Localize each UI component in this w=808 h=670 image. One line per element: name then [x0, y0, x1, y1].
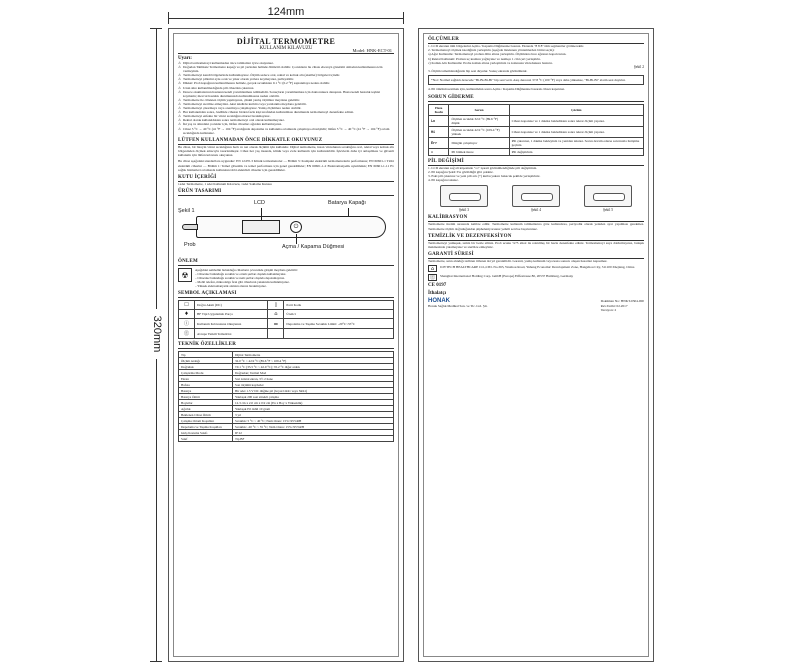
temperature-note: *Not: Normal sağlıklı derecede "Bi-Bi-Bi-Bi" bip sesi verir. Ateş derecesi 37.8 °C (100 °F) veya daha yüksekse, "Bi-Bi-Bi" alarm sesi duyulur.	[428, 75, 644, 85]
spec-value: Yaklaşık Pil dahil 10 gram	[233, 406, 394, 412]
battery-step: 1. LCD ekranın sağ alt köşesinde "▭" işareti görüntülendiğinde pili değiştiriniz.	[428, 165, 537, 170]
height-label: 320mm	[151, 309, 163, 359]
importer-logo: HONAK	[428, 298, 450, 305]
calibration-heading: KALİBRASYON	[428, 215, 644, 222]
document-info	[601, 299, 644, 312]
warning-item: ⚠ Dikkat: Prob kapağının kullanılmasını halinde, gerçek sıcaklıktan 0.1 °C (0.2 °F) saptanmaya neden olabilir.	[178, 81, 394, 85]
warning-item: ⚠ Termometreyi çıkarmaya veya onarmaya çalışmayınız. Yanlış ölçümlere neden olabilir.	[178, 106, 394, 110]
troubleshooting-row	[429, 115, 644, 126]
spec-value: Yaklaşık 200 saat sürekli çalışma	[233, 394, 394, 400]
measure-heading: ÖLÇÜMLER	[428, 37, 644, 44]
warning-item: ⚠ Uzun süre kullanılmadığında pili cihazdan çıkarınız.	[178, 86, 394, 90]
emi-line: – Mobil telefon, mikrodalga fırın gibi cihazların yakınında kullanmayınız.	[195, 280, 290, 285]
spec-key: Boyutlar	[179, 400, 233, 406]
spec-key: Depolama ve Taşıma Koşulları	[179, 424, 233, 430]
battery-figure-image	[584, 185, 632, 207]
battery-cap-label: Batarya Kapağı	[328, 200, 366, 207]
figure-2-label: Şekil 2	[633, 65, 644, 70]
height-dimension	[146, 28, 168, 662]
symbol-label: Kullanım Kılavuzuna Okuyunuz	[195, 319, 268, 329]
page-subtitle: KULLANIM KILAVUZU	[259, 46, 313, 51]
emi-heading: ÖNLEM	[178, 259, 394, 266]
symbol-row	[179, 301, 394, 310]
spec-value: Doğrudan; Termal Mod	[233, 370, 394, 376]
spec-key: Batarya	[179, 388, 233, 394]
storage-icon: ⚌	[268, 319, 284, 329]
emi-box	[178, 268, 394, 288]
spec-key: Hafıza	[179, 382, 233, 388]
symbol-label	[284, 329, 394, 339]
spec-value: Bir adet 1.5 V DC düğme pil (boyut LR41 veya SR41)	[233, 388, 394, 394]
measure-end: 4. Pil ömrünü uzatmak için, kullanımdan sonra Açma / Kapama Düğmesine basarak cihazı kapatınız.	[428, 87, 565, 92]
battery-step: 4. Pil kapağını takınız.	[428, 178, 459, 183]
spec-value: Tip BF	[233, 436, 394, 442]
box-contents-text: 1adet Termometre, 1 adet Kullanım Kılavuzu, 1adet Saklama Kutusu	[178, 181, 272, 186]
figure-1-label: Şekil 1	[178, 208, 195, 215]
battery-figure-caption: Şekil 5	[602, 208, 614, 213]
bf-part-icon: ♦	[179, 310, 195, 319]
symbol-label: Parti Kodu	[284, 301, 394, 310]
standards-text: Bu cihaz aşağıdaki standartlara uygundur: EN 12470-3 Klinik termometreler — Bölüm 3: Kompakt elektrikli termometrelerin performansı; EN 60601-1 Tıbbi elektrikli cihazlar — Bölüm 1: Temel güvenlik ve temel performans için genel gereklilikler; EN 60601-1-2 Elektromanyetik uyumluluk; EN 60601-1-11 Ev sağlık hizmetleri ortamında kullanılan tıbbi elektrikli cihazlar için gereklilikler.	[178, 159, 394, 172]
document-info-line: Rev.Tarihi: 02.2017	[600, 303, 628, 308]
measure-step: b) Rektal Kullanım: Probun uç kısmını yağlayınız ve nazikçe 1 cm içeri yerleştirin.	[428, 56, 541, 61]
battery-figure	[512, 185, 560, 212]
document-info-line: Versiyon: 2	[600, 307, 617, 312]
solution-text: Cihazı kapatınız ve 1 dakika bekledikten sonra tekrar ölçüm yapınız.	[509, 115, 643, 126]
symbol-label: Depolama ve Taşıma Sıcaklık Limiti: -20°C~55°C	[284, 319, 394, 329]
symbol-label: Avrupa Yetkili Temsilcisi	[195, 329, 268, 339]
document-info-line: Doküman No: HNKT-0304-000	[600, 299, 644, 304]
solution-text: Cihazı kapatınız ve 1 dakika bekledikten sonra tekrar ölçüm yapınız.	[509, 126, 643, 137]
spec-value: ±0.1 °C (35.5 °C ~ 42.0 °C); ±0.2 °C diğer aralık	[233, 364, 394, 370]
warning-item: ⚠ Cihaz 5 °C → 40 °C (41 °F → 104 °F) aralığında depolama ve kullanma ortamında çalışmaya elverişlidir; lütfen 5 °C → 40 °C (41 °F → 104 °F) ortam sıcaklığında kullanınız.	[178, 127, 394, 135]
battery-figure-image	[440, 185, 488, 207]
error-code: Hi	[429, 126, 449, 137]
manufacturer-icon: ⌂	[268, 310, 284, 319]
measure-steps	[428, 44, 644, 65]
ce-mark: CE 0197	[428, 283, 447, 289]
warning-item: ⚠ Doğudan Tahliksiz Termometre kapağı ve pil yerinden halinde ölümcül olabilir. Çocukların bu cihazı ebeveyn gözetimi olmadan kullanmasına izin vermeyiniz.	[178, 65, 394, 73]
emi-line: Aşağıdaki sembolün bulunduğu cihazların çevresinde girişim meydana gelebilir:	[195, 268, 298, 273]
importer-text: Honak Sağlık Medikal San. ve Tic. Ltd. Şti.	[428, 303, 488, 308]
spec-value: Sıcaklık: -20 °C ~ 55 °C; Nem Oranı: 15%~95%RH	[233, 424, 394, 430]
emi-line: – Yüksek elektromanyetik alanlara maruz bırakmayınız.	[195, 284, 267, 289]
spec-value: 3 yıl	[233, 412, 394, 418]
notice-heading: LÜTFEN KULLANMADAN ÖNCE DİKKATLE OKUYUNUZ	[178, 138, 394, 145]
cleaning-heading: TEMİZLİK VE DEZENFEKSİYON	[428, 234, 644, 241]
warning-item: ⚠ Termometreyi enfekte bir vücut sıcaklığına maruz bırakmayınız.	[178, 114, 394, 118]
measure-step: 1. LCD ekranın tüm bölgelerini Açma / Kapama Düğmesine basınız. Ekranda "8 8 8" tüm segmentler görünecektir.	[428, 44, 585, 48]
model-number: Model: HNK-ECT-01	[352, 48, 392, 53]
troubleshooting-row	[429, 137, 644, 148]
manufacturer-row	[428, 265, 644, 272]
spec-key: Doğruluk	[179, 364, 233, 370]
manufacturer-row	[428, 274, 644, 281]
spec-heading: TEKNİK ÖZELLİKLER	[178, 342, 394, 349]
spec-table	[178, 351, 394, 442]
battery-steps	[428, 166, 644, 183]
problem-text: Düzgün çalışmıyor	[449, 137, 509, 148]
manufacturer-text: JOYTECH HEALTHCARE CO.,LTD. No.365, Wuzhou Road, Yuhang Economic Development Zone, Hangzhou City, 311100 Zhejiang, China	[440, 265, 635, 270]
spec-key: Çalıştırma Modu	[179, 370, 233, 376]
spec-value: Sıvı kristal ekran, 3½ 2 hane	[233, 376, 394, 382]
battery-figure-caption: Şekil 4	[530, 208, 542, 213]
troubleshooting-header-row	[429, 104, 644, 115]
emi-line: – Cihazınız bulunduğu sıcaklık ve nem şartları dışında depolamayınız.	[195, 276, 285, 281]
leaflet-front-page	[168, 28, 404, 662]
thermometer-probe	[182, 224, 198, 230]
calibration-text: Termometre üretim sırasında kalibre edilir. Termometre kullanım talimatlarına göre kullanılırsa, periyodik olarak yeniden ayar yapılması gerekmez. Termometre ölçüm doğruluğundan şüpheleniyorsanız yetkili servise başvurunuz.	[428, 222, 644, 231]
spec-value: 32.0 °C ~ 42.9 °C (89.6 °F ~ 109.4 °F)	[233, 358, 394, 364]
spec-key: Ağırlık	[179, 406, 233, 412]
battery-figures	[428, 185, 644, 212]
thermometer-lcd	[242, 220, 280, 234]
blank-icon	[268, 329, 284, 339]
manufacturer-icon: ⌂	[428, 265, 437, 272]
symbol-label: Doğru Akım (DC)	[195, 301, 268, 310]
symbols-table	[178, 300, 394, 339]
symbol-row	[179, 329, 394, 339]
problem-text: Pil bitmek üzere	[449, 148, 509, 155]
warning-item: ⚠ Her kullanımdan sonra, özellikle cihazın birden fazla kişi tarafından kullanılması durumunda termometreyi dezenfekte ediniz.	[178, 110, 394, 114]
warning-item: ⚠ Rektal olarak kullanıldıktan sonra termometreyi oral olarak kullanmayınız.	[178, 118, 394, 122]
measure-note: 3. Ölçüm tamamlandığında bip sesi duyulur. Sonuç ekranda görüntülenir.	[428, 69, 528, 74]
problem-text: Ölçülen sıcaklık 32.0 °C (89.6 °F) düşük	[449, 115, 509, 126]
spec-value: Sıcaklık: 5 °C ~ 40 °C; Nem Oranı: 15%~95%RH	[233, 418, 394, 424]
product-design-heading: ÜRÜN TASARIMI	[178, 189, 394, 196]
spec-value: 12.3 cm x 2.0 cm x 0.9 cm (En x Boy x Yükseklik)	[233, 400, 394, 406]
warranty-heading: GARANTİ SÜRESİ	[428, 252, 644, 259]
box-contents-heading: KUTU İÇERİĞİ	[178, 175, 394, 182]
symbol-row	[179, 310, 394, 319]
power-button-label: Açma / Kapama Düğmesi	[282, 244, 345, 251]
troubleshooting-header: Çözüm	[509, 104, 643, 115]
manual-icon: ⓘ	[179, 319, 195, 329]
emi-lines	[195, 268, 298, 288]
warnings-list	[178, 61, 394, 135]
measure-step: 2. Termometreyi ölçmek istediğiniz yerleştirin (aşağıda listelenen yöntemlerden birini seçin):	[428, 48, 555, 53]
troubleshooting-heading: SORUN GİDERME	[428, 95, 644, 102]
problem-text: Ölçülen sıcaklık 42.9 °C (109.4 °F) yüksek	[449, 126, 509, 137]
lcd-label: LCD	[254, 200, 266, 207]
troubleshooting-table	[428, 104, 644, 156]
page-title: DİJİTAL TERMOMETRE	[236, 37, 336, 46]
spec-value: Dijital Termometre	[233, 352, 394, 358]
error-code: Err	[429, 137, 449, 148]
notice-text: Bu cihaz, bir bireyin vücut sıcaklığının hızlı ve net olarak ölçümü için kullanılır. Dijital termometre, insan vücudunun sıcaklığını oral, rektal veya koltuk altı bölgesinden ölçmek amacıyla tasarlanmıştır. Cihaz her yaş insanda, klinik veya evde kullanım için kullanılabilir. İşlevlerin daha iyi anlaşılması ve güvenli kullanımı için lütfen kılavuzu okuyunuz.	[178, 144, 394, 158]
symbols-heading: SEMBOL AÇIKLAMASI	[178, 291, 394, 298]
symbol-label: BF Tipi Uygulamalı Parça	[195, 310, 268, 319]
spec-key: Ekran	[179, 376, 233, 382]
emi-line: – Cihazınız bulunduğu sıcaklık ve ortam şartları dışında kullanmayınız.	[195, 272, 287, 277]
warnings-heading: Uyarı:	[178, 56, 192, 61]
error-code: Lo	[429, 115, 449, 126]
spec-row	[179, 436, 394, 442]
warning-item: ⚠ Derece okumalarının hastanın kendi yorumlanması tehlikelidir. Sonuçların yorumlanması için doktorunuza danışınız. Hasta kendi hastalık teşhisi koymamı; mevcut hastalık durumunuzda kullanılmasına neden olabilir.	[178, 90, 394, 98]
importer-heading: İthalatçı	[428, 291, 447, 297]
battery-heading: PİL DEĞİŞİMİ	[428, 159, 644, 166]
batch-icon: ▯	[268, 301, 284, 310]
symbol-label: Üretici	[284, 310, 394, 319]
manufacturer-icon: Ⓔ	[429, 275, 435, 282]
spec-key: Tip	[179, 352, 233, 358]
battery-figure-caption: Şekil 3	[458, 208, 470, 213]
warning-item: ⚠ Termometreyi sterilize etmeyiniz. Aksi takdirde kırılma veya yaralanma meydana gelebilir.	[178, 102, 394, 106]
width-dimension	[168, 6, 404, 26]
spec-key: Sınıf	[179, 436, 233, 442]
measure-step: c) Koltuk Altı Kullanımı: Probu koltuk altına yerleştiriniz ve kolunuzu vücudunuza bastırın.	[428, 60, 553, 65]
cf-part-icon: ☐	[179, 301, 195, 310]
spec-key: Çalışma Ortam Koşulları	[179, 418, 233, 424]
warning-item: ⚠ İki yaş ve altındaki çocuklar için, lütfen cihazları ağızdan kullanmayınız.	[178, 122, 394, 126]
thermometer-diagram	[178, 198, 394, 256]
manufacturer-list	[428, 265, 644, 281]
measure-step: a) Ağız Kullanımı: Termometreyi probun dilin altına yerleştirin. Ölçümden önce ağzınızı kapalı tutun.	[428, 52, 567, 57]
width-label: 124mm	[265, 6, 308, 18]
symbol-row	[179, 319, 394, 329]
leaflet-back-page	[418, 28, 654, 662]
spec-key: Giriş Koruma Sınıfı	[179, 430, 233, 436]
spec-key: Batarya Ömrü	[179, 394, 233, 400]
troubleshooting-row	[429, 126, 644, 137]
power-button-icon: ⏻	[290, 221, 302, 233]
troubleshooting-row	[429, 148, 644, 155]
spec-value: IP 22	[233, 430, 394, 436]
error-code: ▭	[429, 148, 449, 155]
warning-item: ⚠ Termometre ile ciltekten ölçüm yapmayınız, çünkü yanlış ölçümler meydana gelebilir.	[178, 98, 394, 102]
spec-key: Ölçüm Aralığı	[179, 358, 233, 364]
ec-rep-icon: Ⓔ	[179, 329, 195, 339]
probe-label: Prob	[184, 242, 196, 249]
warranty-text: Termometre, satın alındığı tarihten itibaren iki yıl garantilidir. Garanti, yanlış kullanım veya kaza sonucu oluşan hasarları kapsamaz.	[428, 259, 608, 264]
cleaning-text: Termometreyi yumuşak, temiz bir bezle siliniz. Prob ucunu %75 alkol ile ıslatılmış bir bezle dezenfekte ediniz. Termometreyi suya daldırmayınız, bulaşık makinesinde yıkamayınız ve sterilize etmeyiniz.	[428, 240, 644, 250]
battery-step: 2. Pil kapağını Şekil 3'te görüldüğü gibi çekiniz.	[428, 169, 494, 174]
manufacturer-text: Shanghai International Holding Corp. GmbH (Europe) Eiffestrasse 80, 20537 Hamburg, Germany	[440, 274, 574, 279]
radiation-icon: ☢	[178, 268, 192, 282]
battery-figure-image	[512, 185, 560, 207]
spec-value: Son ölçümü kaydeder	[233, 382, 394, 388]
solution-text: Pili çıkarınız, 1 dakika bekleyiniz ve yeniden takınız. Sorun devam ederse satıcınızla iletişime geçiniz.	[509, 137, 643, 148]
troubleshooting-header: Sorun	[449, 104, 509, 115]
battery-step: 3. Eski pili çıkarınız ve yeni pili artı (+) kutbu yukarı bakacak şekilde yerleştiriniz.	[428, 174, 541, 179]
spec-key: Beklenen Cihaz Ömrü	[179, 412, 233, 418]
warning-item: ⚠ Termometreyi kendi bölgelerinde kullanmayınız. Ölçüm sadece oral, rektal ve koltuk altı (aksiller) bölgeleri içindir.	[178, 73, 394, 77]
battery-figure	[440, 185, 488, 212]
warning-item: ⚠ Dijital termometreyi kullanmadan önce talimatları iyice okuyunuz.	[178, 61, 394, 65]
battery-figure	[584, 185, 632, 212]
warning-item: ⚠ Termometreyi pillerini aynı ocak ve yıkar olarak yerlere koymayınız, pullayabilir.	[178, 77, 394, 81]
troubleshooting-header: Hata Kodu	[429, 104, 449, 115]
solution-text: Pili değiştiriniz.	[509, 148, 643, 155]
